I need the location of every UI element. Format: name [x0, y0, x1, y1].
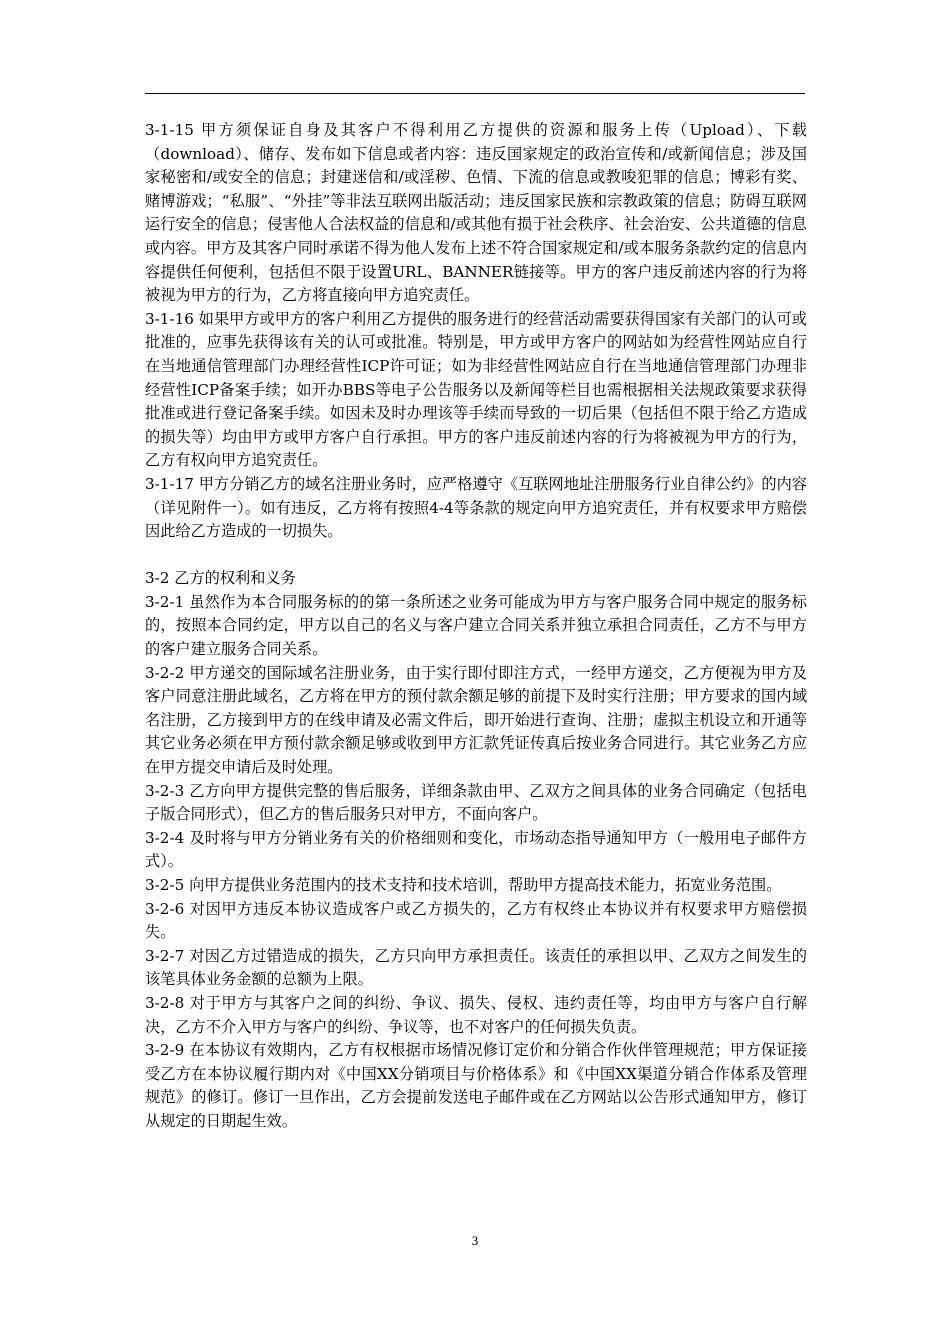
- clause-3-2-5: 3-2-5 向甲方提供业务范围内的技术支持和技术培训，帮助甲方提高技术能力，拓宽业务范围。: [145, 876, 782, 894]
- clause-3-2-7: 3-2-7 对因乙方过错造成的损失，乙方只向甲方承担责任。该责任的承担以甲、乙双方之间发生的该笔具体业务金额的总额为上限。: [145, 946, 807, 989]
- page-number: 3: [471, 1233, 479, 1248]
- clause-3-2-6: 3-2-6 对因甲方违反本协议造成客户或乙方损失的，乙方有权终止本协议并有权要求甲方赔偿损失。: [145, 899, 807, 942]
- clause-3-2-4: 3-2-4 及时将与甲方分销业务有关的价格细则和变化，市场动态指导通知甲方（一般用电子邮件方式）。: [145, 828, 807, 871]
- clause-3-2-1: 3-2-1 虽然作为本合同服务标的的第一条所述之业务可能成为甲方与客户服务合同中规定的服务标的，按照本合同约定，甲方以自己的名义与客户建立合同关系并独立承担合同责任，乙方不与甲方的客户建立服务合同关系。: [145, 592, 807, 659]
- clause-3-2-2: 3-2-2 甲方递交的国际域名注册业务，由于实行即付即注方式，一经甲方递交，乙方便视为甲方及客户同意注册此域名，乙方将在甲方的预付款余额足够的前提下及时实行注册；甲方要求的国内域名注册，乙方接到甲方的在线申请及必需文件后，即开始进行查询、注册；虚拟主机设立和开通等其它业务必须在甲方预付款余额足够或收到甲方汇款凭证传真后按业务合同进行。其它业务乙方应在甲方提交申请后及时处理。: [145, 663, 807, 777]
- clause-3-1-15: 3-1-15 甲方须保证自身及其客户不得利用乙方提供的资源和服务上传（Upload）、下载（download）、储存、发布如下信息或者内容：违反国家规定的政治宣传和/或新闻信息；涉及国家秘密和/或安全的信息；封建迷信和/或淫秽、色情、下流的信息或教唆犯罪的信息；博彩有奖、赌博游戏；“私服”、“外挂”等非法互联网出版活动；违反国家民族和宗教政策的信息；防碍互联网运行安全的信息；侵害他人合法权益的信息和/或其他有损于社会秩序、社会治安、公共道德的信息或内容。甲方及其客户同时承诺不得为他人发布上述不符合国家规定和/或本服务条款约定的信息内容提供任何便利，包括但不限于设置URL、BANNER链接等。甲方的客户违反前述内容的行为将被视为甲方的行为，乙方将直接向甲方追究责任。: [145, 121, 807, 305]
- clause-3-2-9: 3-2-9 在本协议有效期内，乙方有权根据市场情况修订定价和分销合作伙伴管理规范；甲方保证接受乙方在本协议履行期内对《中国XX分销项目与价格体系》和《中国XX渠道分销合作体系及管理规范》的修订。修订一旦作出，乙方会提前发送电子邮件或在乙方网站以公告形式通知甲方，修订从规定的日期起生效。: [145, 1041, 807, 1130]
- document-body: [145, 119, 807, 1134]
- clause-3-1-16: 3-1-16 如果甲方或甲方的客户利用乙方提供的服务进行的经营活动需要获得国家有关部门的认可或批准的，应事先获得该有关的认可或批准。特别是，甲方或甲方客户的网站如为经营性网站应自行在当地通信管理部门办理经营性ICP许可证；如为非经营性网站应自行在当地通信管理部门办理非经营性ICP备案手续；如开办BBS等电子公告服务以及新闻等栏目也需根据相关法规政策要求获得批准或进行登记备案手续。如因未及时办理该等手续而导致的一切后果（包括但不限于给乙方造成的损失等）均由甲方或甲方客户自行承担。甲方的客户违反前述内容的行为将被视为甲方的行为，乙方有权向甲方追究责任。: [145, 309, 807, 470]
- clause-3-1-17: 3-1-17 甲方分销乙方的域名注册业务时，应严格遵守《互联网地址注册服务行业自律公约》的内容（详见附件一）。如有违反，乙方将有按照4-4等条款的规定向甲方追究责任，并有权要求甲方赔偿因此给乙方造成的一切损失。: [145, 474, 807, 541]
- header-rule: [145, 93, 805, 94]
- clause-3-2-3: 3-2-3 乙方向甲方提供完整的售后服务，详细条款由甲、乙双方之间具体的业务合同确定（包括电子版合同形式），但乙方的售后服务只对甲方，不面向客户。: [145, 781, 807, 824]
- clause-3-2-8: 3-2-8 对于甲方与其客户之间的纠纷、争议、损失、侵权、违约责任等，均由甲方与客户自行解决，乙方不介入甲方与客户的纠纷、争议等，也不对客户的任何损失负责。: [145, 993, 807, 1036]
- section-heading-3-2: 3-2 乙方的权利和义务: [145, 569, 296, 588]
- blank-line: [145, 544, 807, 568]
